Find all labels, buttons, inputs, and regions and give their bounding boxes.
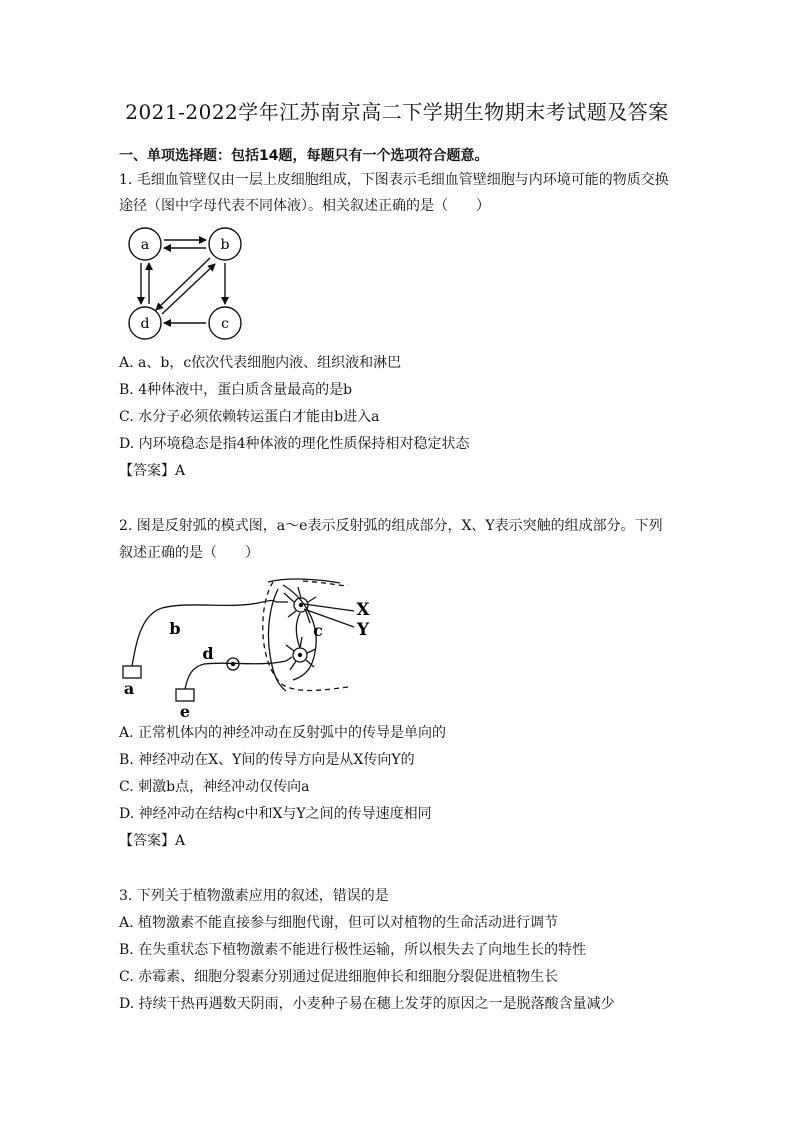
label-a: a (123, 679, 135, 698)
lower-neuron-nucleus (298, 653, 302, 657)
node-d-label: d (140, 316, 150, 332)
q3-option-b: B. 在失重状态下植物激素不能进行极性运输，所以根失去了向地生长的特性 (119, 942, 587, 958)
spinal-cord-dashed-top (303, 581, 348, 586)
node-a-label: a (140, 237, 150, 253)
gray-matter-outline (268, 589, 286, 691)
label-c: c (313, 621, 323, 640)
q1-option-c: C. 水分子必须依赖转运蛋白才能由b进入a (119, 409, 380, 425)
q1-stem-line2: 途径（图中字母代表不同体液）。相关叙述正确的是（ ） (119, 198, 490, 214)
pointer-x (304, 604, 354, 611)
spinal-cord-dashed-boundary (263, 582, 348, 691)
node-c-label: c (221, 316, 229, 332)
q3-option-a: A. 植物激素不能直接参与细胞代谢，但可以对植物的生命活动进行调节 (119, 915, 559, 931)
page-title: 2021-2022学年江苏南京高二下学期生物期末考试题及答案 (125, 100, 669, 124)
q1-option-d: D. 内环境稳态是指4种体液的理化性质保持相对稳定状态 (119, 436, 470, 452)
q2-option-a: A. 正常机体内的神经冲动在反射弧中的传导是单向的 (119, 725, 447, 741)
q1-answer: 【答案】A (119, 463, 186, 479)
q2-answer: 【答案】A (119, 833, 186, 849)
q3-option-d: D. 持续干热再遇数天阴雨，小麦种子易在穗上发芽的原因之一是脱落酸含量减少 (119, 996, 615, 1012)
q2-stem-line1: 2. 图是反射弧的模式图，a～e表示反射弧的组成部分，X、Y表示突触的组成部分。下列 (119, 518, 663, 534)
q3-stem: 3. 下列关于植物激素应用的叙述，错误的是 (119, 888, 389, 904)
label-e: e (179, 702, 191, 721)
q2-stem-line2: 叙述正确的是（ ） (119, 545, 259, 561)
q2-reflex-arc-diagram (118, 575, 378, 721)
receptor-a-box (123, 666, 141, 678)
q2-option-b: B. 神经冲动在X、Y间的传导方向是从X传向Y的 (119, 752, 415, 768)
label-d: d (202, 644, 214, 663)
section-heading: 一、单项选择题：包括14题，每题只有一个选项符合题意。 (119, 148, 489, 164)
q1-fluid-exchange-diagram (118, 222, 253, 344)
q1-option-b: B. 4种体液中，蛋白质含量最高的是b (119, 382, 353, 398)
label-b: b (169, 619, 181, 638)
q3-option-c: C. 赤霉素、细胞分裂素分别通过促进细胞伸长和细胞分裂促进植物生长 (119, 969, 559, 985)
q1-stem-line1: 1. 毛细血管壁仅由一层上皮细胞组成，下图表示毛细血管壁细胞与内环境可能的物质交换 (119, 172, 669, 188)
label-y: Y (356, 620, 370, 640)
q1-option-a: A. a、b，c依次代表细胞内液、组织液和淋巴 (119, 355, 402, 371)
node-b-label: b (220, 237, 230, 253)
ganglion-dot (231, 662, 234, 665)
arrow-d-to-b (162, 264, 215, 314)
arrow-b-to-d (156, 258, 210, 310)
label-x: X (356, 600, 370, 620)
q2-option-d: D. 神经冲动在结构c中和X与Y之间的传导速度相同 (119, 806, 432, 822)
interneuron-connection (296, 613, 300, 648)
upper-neuron-nucleus (299, 603, 303, 607)
q2-option-c: C. 刺激b点，神经冲动仅传向a (119, 779, 310, 795)
effector-e-box (176, 689, 194, 701)
